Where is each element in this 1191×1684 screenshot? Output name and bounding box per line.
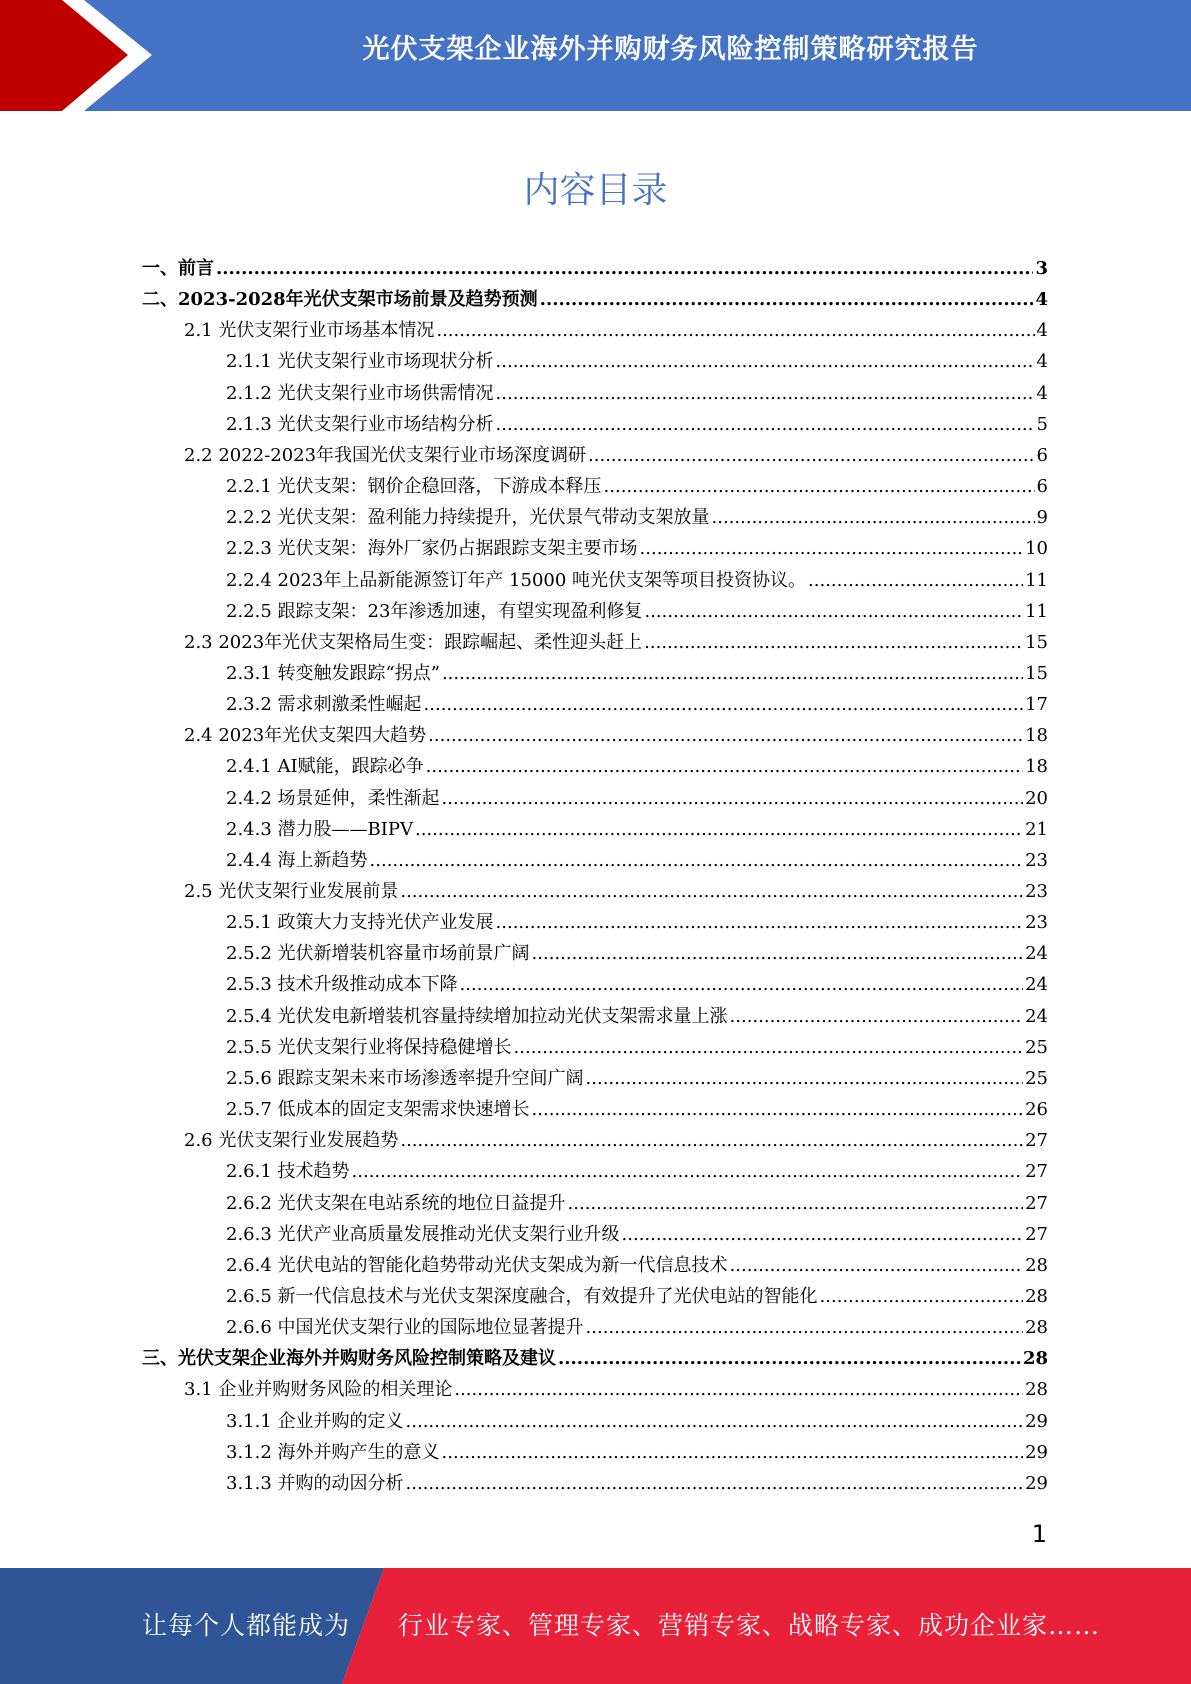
toc-entry-page: 4	[1036, 320, 1048, 342]
toc-entry[interactable]	[142, 284, 1048, 315]
toc-leader-dots	[604, 471, 1035, 502]
toc-leader-dots	[400, 876, 1023, 907]
toc-entry-page: 17	[1025, 694, 1048, 716]
toc-leader-dots	[442, 1437, 1024, 1468]
toc-leader-dots	[588, 440, 1035, 471]
toc-entry-title: 2.4.3 潜力股——BIPV	[226, 818, 413, 840]
toc-entry-title: 2.4.4 海上新趋势	[226, 849, 368, 871]
toc-leader-dots	[424, 689, 1024, 720]
toc-entry-page: 15	[1025, 631, 1048, 653]
toc-leader-dots	[622, 1219, 1024, 1250]
toc-entry[interactable]	[184, 440, 1048, 471]
toc-entry-title: 2.2 2022-2023年我国光伏支架行业市场深度调研	[184, 444, 587, 466]
toc-entry[interactable]	[226, 1250, 1048, 1281]
toc-entry[interactable]	[226, 409, 1048, 440]
toc-leader-dots	[460, 969, 1024, 1000]
toc-entry[interactable]	[184, 1125, 1048, 1156]
toc-entry-title: 2.5.1 政策大力支持光伏产业发展	[226, 912, 494, 934]
toc-entry[interactable]	[184, 627, 1048, 658]
toc-entry-title: 3.1.2 海外并购产生的意义	[226, 1441, 440, 1463]
toc-entry-page: 27	[1025, 1161, 1048, 1183]
toc-leader-dots	[730, 1250, 1024, 1281]
toc-entry[interactable]	[226, 969, 1048, 1000]
toc-entry[interactable]	[226, 1281, 1048, 1312]
toc-entry-title: 2.5.2 光伏新增装机容量市场前景广阔	[226, 943, 530, 965]
toc-entry-title: 二、2023-2028年光伏支架市场前景及趋势预测	[142, 289, 538, 311]
toc-entry-title: 2.6 光伏支架行业发展趋势	[184, 1130, 399, 1152]
toc-entry-page: 6	[1036, 444, 1048, 466]
page-header	[0, 0, 1191, 111]
toc-entry[interactable]	[226, 907, 1048, 938]
toc-entry[interactable]	[184, 315, 1048, 346]
toc-entry-page: 3	[1035, 258, 1048, 279]
toc-entry[interactable]	[226, 1437, 1048, 1468]
toc-entry[interactable]	[226, 845, 1048, 876]
toc-entry-title: 3.1 企业并购财务风险的相关理论	[184, 1379, 453, 1401]
toc-entry[interactable]	[184, 876, 1048, 907]
toc-entry-title: 一、前言	[142, 258, 214, 279]
toc-entry-title: 2.6.1 技术趋势	[226, 1161, 350, 1183]
toc-entry[interactable]	[184, 1374, 1048, 1405]
toc-entry-page: 11	[1025, 569, 1048, 591]
toc-entry-title: 2.1 光伏支架行业市场基本情况	[184, 320, 435, 342]
toc-entry-page: 10	[1025, 538, 1048, 560]
toc-entry-title: 2.1.1 光伏支架行业市场现状分析	[226, 351, 494, 373]
toc-entry-page: 11	[1025, 600, 1048, 622]
toc-entry[interactable]	[226, 533, 1048, 564]
toc-entry-title: 2.1.3 光伏支架行业市场结构分析	[226, 413, 494, 435]
toc-entry-title: 2.5.4 光伏发电新增装机容量持续增加拉动光伏支架需求量上涨	[226, 1005, 728, 1027]
toc-entry-page: 28	[1025, 1317, 1048, 1339]
footer-slogan-right: 行业专家、管理专家、营销专家、战略专家、成功企业家……	[398, 1611, 1101, 1640]
toc-entry[interactable]	[226, 502, 1048, 533]
toc-entry-title: 2.6.6 中国光伏支架行业的国际地位显著提升	[226, 1317, 584, 1339]
toc-entry-title: 2.4.1 AI赋能，跟踪必争	[226, 756, 424, 778]
toc-leader-dots	[496, 409, 1035, 440]
toc-entry-title: 三、光伏支架企业海外并购财务风险控制策略及建议	[142, 1348, 556, 1370]
toc-leader-dots	[808, 565, 1023, 596]
toc-leader-dots	[496, 907, 1024, 938]
toc-entry-page: 15	[1025, 662, 1048, 684]
toc-entry-page: 25	[1025, 1036, 1048, 1058]
toc-entry[interactable]	[226, 1219, 1048, 1250]
toc-leader-dots	[532, 1094, 1024, 1125]
toc-entry-title: 2.5.5 光伏支架行业将保持稳健增长	[226, 1036, 512, 1058]
toc-entry[interactable]	[226, 1156, 1048, 1187]
toc-entry-page: 23	[1025, 912, 1048, 934]
page-number: 1	[1031, 1520, 1047, 1548]
toc-entry-page: 23	[1025, 849, 1048, 871]
toc-entry-page: 18	[1025, 756, 1048, 778]
toc-entry-title: 2.4 2023年光伏支架四大趋势	[184, 725, 427, 747]
toc-leader-dots	[586, 1312, 1024, 1343]
toc-entry-title: 2.6.5 新一代信息技术与光伏支架深度融合，有效提升了光伏电站的智能化	[226, 1285, 818, 1307]
toc-entry-page: 6	[1036, 476, 1048, 498]
toc-entry[interactable]	[226, 783, 1048, 814]
toc-entry[interactable]	[142, 1343, 1048, 1374]
toc-entry-page: 27	[1025, 1223, 1048, 1245]
toc-entry[interactable]	[226, 471, 1048, 502]
toc-entry[interactable]	[226, 751, 1048, 782]
toc-entry-page: 29	[1025, 1441, 1048, 1463]
toc-leader-dots	[442, 658, 1023, 689]
toc-entry-title: 2.2.3 光伏支架：海外厂家仍占据跟踪支架主要市场	[226, 538, 638, 560]
page-footer	[0, 1568, 1191, 1684]
toc-leader-dots	[352, 1156, 1024, 1187]
toc-entry-page: 24	[1025, 1005, 1048, 1027]
toc-entry-page: 28	[1025, 1285, 1048, 1307]
toc-entry-page: 27	[1025, 1130, 1048, 1152]
toc-leader-dots	[400, 1125, 1023, 1156]
toc-entry[interactable]	[226, 596, 1048, 627]
toc-leader-dots	[644, 596, 1023, 627]
toc-entry-page: 27	[1025, 1192, 1048, 1214]
toc-entry-page: 23	[1025, 881, 1048, 902]
toc-entry-page: 24	[1025, 943, 1048, 965]
toc-entry[interactable]	[226, 1001, 1048, 1032]
toc-leader-dots	[406, 1468, 1024, 1499]
toc-leader-dots	[216, 253, 1033, 284]
toc-entry[interactable]	[226, 346, 1048, 377]
toc-leader-dots	[558, 1343, 1021, 1374]
toc-entry[interactable]	[226, 1312, 1048, 1343]
toc-heading: 内容目录	[523, 170, 668, 211]
toc-entry-page: 21	[1025, 818, 1048, 840]
report-title: 光伏支架企业海外并购财务风险控制策略研究报告	[362, 34, 979, 65]
toc-entry-page: 24	[1025, 974, 1048, 996]
toc-leader-dots	[442, 783, 1024, 814]
toc-entry-title: 2.2.2 光伏支架：盈利能力持续提升，光伏景气带动支架放量	[226, 507, 710, 529]
toc-entry[interactable]	[226, 689, 1048, 720]
toc-leader-dots	[496, 378, 1035, 409]
toc-entry-page: 9	[1036, 507, 1048, 529]
toc-entry[interactable]	[226, 1032, 1048, 1063]
toc-leader-dots	[540, 284, 1034, 315]
toc-entry-page: 4	[1036, 382, 1048, 404]
toc-entry-page: 28	[1025, 1254, 1048, 1276]
toc-entry-title: 2.2.1 光伏支架：钢价企稳回落，下游成本释压	[226, 476, 602, 498]
toc-entry[interactable]	[226, 1094, 1048, 1125]
toc-leader-dots	[644, 627, 1023, 658]
toc-leader-dots	[454, 1374, 1023, 1405]
toc-leader-dots	[532, 938, 1024, 969]
toc-entry[interactable]	[226, 1406, 1048, 1437]
toc-entry-title: 2.5.7 低成本的固定支架需求快速增长	[226, 1099, 530, 1121]
toc-leader-dots	[436, 315, 1034, 346]
toc-entry-title: 2.5 光伏支架行业发展前景	[184, 881, 399, 902]
toc-entry-page: 29	[1025, 1410, 1048, 1432]
toc-entry-page: 5	[1036, 413, 1048, 435]
toc-entry-title: 2.5.6 跟踪支架未来市场渗透率提升空间广阔	[226, 1067, 584, 1089]
toc-entry[interactable]	[226, 565, 1048, 596]
toc-entry[interactable]	[226, 1468, 1048, 1499]
toc-entry-title: 2.4.2 场景延伸，柔性渐起	[226, 787, 440, 809]
toc-entry[interactable]	[226, 1063, 1048, 1094]
toc-leader-dots	[640, 533, 1024, 564]
toc-entry-title: 2.2.4 2023年上品新能源签订年产 15000 吨光伏支架等项目投资协议。	[226, 569, 807, 591]
toc-entry-title: 2.3 2023年光伏支架格局生变：跟踪崛起、柔性迎头赶上	[184, 631, 643, 653]
toc-leader-dots	[712, 502, 1035, 533]
toc-entry-page: 20	[1025, 787, 1048, 809]
toc-entry[interactable]	[226, 658, 1048, 689]
toc-entry[interactable]	[226, 378, 1048, 409]
toc-entry[interactable]	[226, 814, 1048, 845]
toc-entry-title: 2.6.2 光伏支架在电站系统的地位日益提升	[226, 1192, 566, 1214]
toc-entry-title: 2.3.2 需求刺激柔性崛起	[226, 694, 422, 716]
toc-entry-title: 2.2.5 跟踪支架：23年渗透加速，有望实现盈利修复	[226, 600, 643, 622]
toc-leader-dots	[428, 720, 1023, 751]
toc-entry-title: 2.6.4 光伏电站的智能化趋势带动光伏支架成为新一代信息技术	[226, 1254, 728, 1276]
toc-entry-title: 3.1.1 企业并购的定义	[226, 1410, 404, 1432]
toc-leader-dots	[415, 814, 1023, 845]
toc-entry-page: 28	[1025, 1379, 1048, 1401]
toc-entry-page: 29	[1025, 1472, 1048, 1494]
toc-entry-page: 26	[1025, 1099, 1048, 1121]
footer-slogan-left: 让每个人都能成为	[142, 1611, 351, 1640]
toc-entry-title: 2.6.3 光伏产业高质量发展推动光伏支架行业升级	[226, 1223, 620, 1245]
toc-leader-dots	[568, 1188, 1024, 1219]
toc-leader-dots	[586, 1063, 1024, 1094]
toc-leader-dots	[820, 1281, 1024, 1312]
toc-entry-title: 3.1.3 并购的动因分析	[226, 1472, 404, 1494]
toc-entry-title: 2.5.3 技术升级推动成本下降	[226, 974, 458, 996]
toc-entry-page: 4	[1036, 351, 1048, 373]
toc-leader-dots	[514, 1032, 1024, 1063]
toc-entry-page: 18	[1025, 725, 1048, 747]
toc-entry[interactable]	[226, 938, 1048, 969]
toc-leader-dots	[406, 1406, 1024, 1437]
toc-leader-dots	[370, 845, 1024, 876]
toc-entry-title: 2.3.1 转变触发跟踪“拐点”	[226, 662, 440, 684]
toc-leader-dots	[496, 346, 1035, 377]
toc-entry[interactable]	[184, 720, 1048, 751]
toc-entry-page: 28	[1022, 1348, 1048, 1370]
toc-entry-page: 25	[1025, 1067, 1048, 1089]
toc-entry[interactable]	[142, 253, 1048, 284]
toc-entry-title: 2.1.2 光伏支架行业市场供需情况	[226, 382, 494, 404]
toc-entry[interactable]	[226, 1188, 1048, 1219]
toc-entry-page: 4	[1035, 289, 1048, 311]
toc-leader-dots	[730, 1001, 1024, 1032]
toc-leader-dots	[426, 751, 1023, 782]
